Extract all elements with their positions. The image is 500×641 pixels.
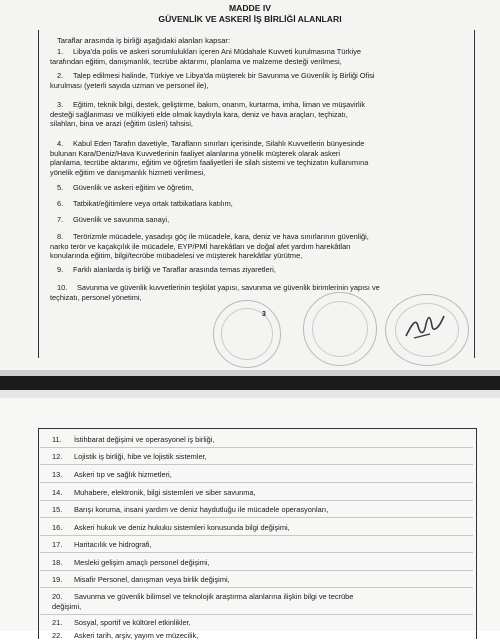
article-subtitle: GÜVENLİK VE ASKERİ İŞ BİRLİĞİ ALANLARI <box>158 14 342 24</box>
list-item <box>57 265 465 275</box>
item-text: desteği sağlanması ve mülkiyeti elde olmak kaydıyla kara, deniz ve hava araçları, teçhizatı, <box>50 109 348 119</box>
item-text: planlama, tecrübe aktarımı, eğitim ve öğretim faaliyetleri ile silah sistemi ve teçhizatın kullanımına <box>50 158 369 168</box>
list-item <box>57 183 465 193</box>
item-number: 20. <box>52 592 63 601</box>
item-text: İstihbarat değişimi ve operasyonel iş birliği, <box>74 435 215 444</box>
list-item <box>52 618 466 628</box>
item-text: Muhabere, elektronik, bilgi sistemleri ve siber savunma, <box>74 488 256 497</box>
item-text: yönelik eğitim ve danışmanlık hizmeti verilmesi, <box>50 167 206 177</box>
item-text: Kabul Eden Tarafın davetiyle, Tarafların sınırları içerisinde, Silahlı Kuvvetlerin bünyesinde <box>73 139 365 148</box>
item-text: Lojistik iş birliği, hibe ve lojistik sistemler, <box>74 452 207 461</box>
item-number: 7. <box>57 215 64 224</box>
page-gap <box>0 390 500 398</box>
item-number: 9. <box>57 265 64 274</box>
item-text: teçhizatı, personel yönetimi, <box>50 292 142 302</box>
item-text: konularında eğitim, bilgi/tecrübe mübadelesi ve müşterek harekâtlar yürütme, <box>50 251 303 261</box>
item-text: silahları, bina ve arazi (eğitim üsleri) tahsisi, <box>50 119 193 129</box>
item-number: 4. <box>57 139 64 148</box>
item-number: 10. <box>57 283 68 292</box>
list-item <box>52 488 466 498</box>
item-number: 14. <box>52 488 63 497</box>
item-text: Barışı koruma, insani yardım ve deniz haydutluğu ile mücadele operasyonları, <box>74 505 329 514</box>
divider <box>40 447 473 448</box>
item-text: Sosyal, sportif ve kültürel etkinlikler, <box>74 618 191 627</box>
list-item <box>52 505 466 515</box>
item-text: Tatbikat/eğitimlere veya ortak tatbikatlara katılım, <box>73 199 233 208</box>
list-item <box>50 47 465 66</box>
item-text: Güvenlik ve askeri eğitim ve öğretim, <box>73 183 194 192</box>
item-number: 22. <box>52 631 63 640</box>
item-text: Güvenlik ve savunma sanayi, <box>73 215 170 224</box>
list-item <box>52 523 466 533</box>
item-text: kurulması (yeterli sayıda uzman ve personel ile), <box>50 80 209 90</box>
item-text: Savunma ve güvenlik kuvvetlerinin teşkilat yapısı, savunma ve güvenlik birimlerinin yapısı ve <box>77 283 380 292</box>
item-text: Talep edilmesi halinde, Türkiye ve Libya'da müşterek bir Savunma ve Güvenlik İş Birliği Ofisi <box>73 71 375 80</box>
article-title: MADDE IV <box>228 3 272 13</box>
item-number: 1. <box>57 47 64 56</box>
item-number: 11. <box>52 435 62 444</box>
list-item <box>57 215 465 225</box>
item-text: Askeri hukuk ve deniz hukuku sistemleri konusunda bilgi değişimi, <box>74 523 290 532</box>
list-item <box>52 592 466 611</box>
item-text: narko terör ve kaçakçılık ile mücadele, EYP/PMİ harekâtları ve doğal afet yardım harekâtları <box>50 241 351 251</box>
document-page-2 <box>0 398 500 640</box>
list-item <box>52 631 466 641</box>
intro-text: Taraflar arasında iş birliği aşağıdaki alanları kapsar: <box>57 36 231 45</box>
list-item <box>50 139 465 177</box>
item-text: Terörizmle mücadele, yasadışı göç ile mücadele, kara, deniz ve hava sınırlarının güvenliği, <box>73 232 369 241</box>
divider <box>40 614 473 615</box>
list-item <box>50 71 465 90</box>
divider <box>40 535 473 536</box>
item-number: 3. <box>57 100 64 109</box>
item-text: Eğitim, teknik bilgi, destek, geliştirme, bakım, onarım, kurtarma, imha, liman ve müşavirlik <box>73 100 366 109</box>
list-item <box>52 540 466 550</box>
divider <box>40 587 473 588</box>
item-text: Mesleki gelişim amaçlı personel değişimi, <box>74 558 210 567</box>
divider <box>40 570 473 571</box>
item-text: değişimi, <box>52 601 82 611</box>
list-item <box>52 452 466 462</box>
item-number: 19. <box>52 575 63 584</box>
list-item <box>50 100 465 129</box>
divider <box>40 517 473 518</box>
item-number: 12. <box>52 452 63 461</box>
page-number: 3 <box>262 311 266 318</box>
item-text: Misafir Personel, danışman veya birlik değişimi, <box>74 575 230 584</box>
divider <box>40 500 473 501</box>
item-number: 17. <box>52 540 63 549</box>
divider <box>40 464 473 465</box>
official-seal-icon <box>312 301 368 357</box>
item-text: Savunma ve güvenlik bilimsel ve teknolojik araştırma alanlarına ilişkin bilgi ve tecrübe <box>74 592 354 601</box>
item-number: 13. <box>52 470 63 479</box>
item-text: Farklı alanlarda iş birliği ve Taraflar arasında temas ziyaretleri, <box>73 265 276 274</box>
item-text: tarafından eğitim, danışmanlık, tecrübe aktarımı, planlama ve malzeme desteği verilmesi, <box>50 56 342 66</box>
list-item <box>52 470 466 480</box>
item-number: 21. <box>52 618 63 627</box>
item-number: 18. <box>52 558 63 567</box>
item-number: 2. <box>57 71 64 80</box>
divider <box>40 552 473 553</box>
item-number: 15. <box>52 505 63 514</box>
page-divider <box>0 376 500 390</box>
signature-icon <box>400 306 448 346</box>
item-text: Askeri tarih, arşiv, yayım ve müzecilik, <box>74 631 199 640</box>
item-text: Askeri tıp ve sağlık hizmetleri, <box>74 470 172 479</box>
item-number: 16. <box>52 523 63 532</box>
list-item <box>50 232 465 261</box>
list-item <box>52 558 466 568</box>
divider <box>40 482 473 483</box>
item-text: Libya'da polis ve askeri sorumlulukları içeren Ani Müdahale Kuvveti kurulmasına Türkiye <box>73 47 362 56</box>
item-number: 5. <box>57 183 64 192</box>
item-number: 8. <box>57 232 64 241</box>
item-number: 6. <box>57 199 64 208</box>
list-item <box>57 199 465 209</box>
item-text: bulunan Kara/Deniz/Hava Kuvvetlerinin faaliyet alanlarına yönelik müşterek olarak askeri <box>50 148 341 158</box>
list-item <box>52 435 466 445</box>
item-text: Haritacılık ve hidrografi, <box>74 540 152 549</box>
list-item <box>52 575 466 585</box>
